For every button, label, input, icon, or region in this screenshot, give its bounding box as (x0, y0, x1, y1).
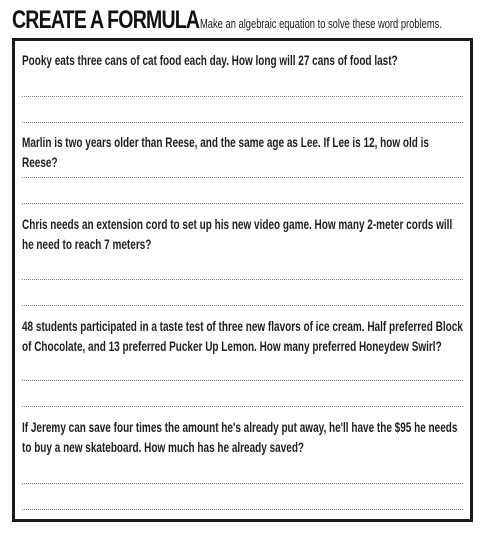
problem-2-answer-line-2[interactable] (22, 203, 463, 204)
problem-2 (22, 133, 463, 173)
problem-1 (22, 51, 463, 71)
problem-3 (22, 215, 463, 255)
problems-box (12, 38, 473, 522)
problem-2-answer-line-1[interactable] (22, 177, 463, 178)
problem-4-answer-line-1[interactable] (22, 380, 463, 381)
problem-4-answer-line-2[interactable] (22, 406, 463, 407)
problem-5-answer-line-2[interactable] (22, 509, 463, 510)
problem-3-question: Chris needs an extension cord to set up his new video game. How many 2-meter cords will he need to reach 7 meters? (22, 217, 453, 252)
problem-5-question: If Jeremy can save four times the amount he's already put away, he'll have the $95 he needs to buy a new skateboard. How much has he already saved? (22, 420, 458, 455)
problem-3-answer-line-1[interactable] (22, 279, 463, 280)
problem-1-question: Pooky eats three cans of cat food each day. How long will 27 cans of food last? (22, 53, 398, 68)
problem-3-answer-line-2[interactable] (22, 305, 463, 306)
worksheet-title: CREATE A FORMULA (12, 6, 200, 34)
worksheet-header (12, 6, 482, 34)
problem-2-question: Marlin is two years older than Reese, and the same age as Lee. If Lee is 12, how old is Reese? (22, 135, 429, 170)
problem-5 (22, 418, 463, 458)
worksheet-instructions: Make an algebraic equation to solve these word problems. (200, 16, 442, 31)
problem-1-answer-line-2[interactable] (22, 122, 463, 123)
problem-4-question: 48 students participated in a taste test of three new flavors of ice cream. Half preferred Block of Chocolate, and 13 preferred Pucker Up Lemon. How many preferred Honeydew Swirl? (22, 319, 463, 354)
problem-4 (22, 317, 463, 357)
problem-1-answer-line-1[interactable] (22, 96, 463, 97)
problem-5-answer-line-1[interactable] (22, 483, 463, 484)
